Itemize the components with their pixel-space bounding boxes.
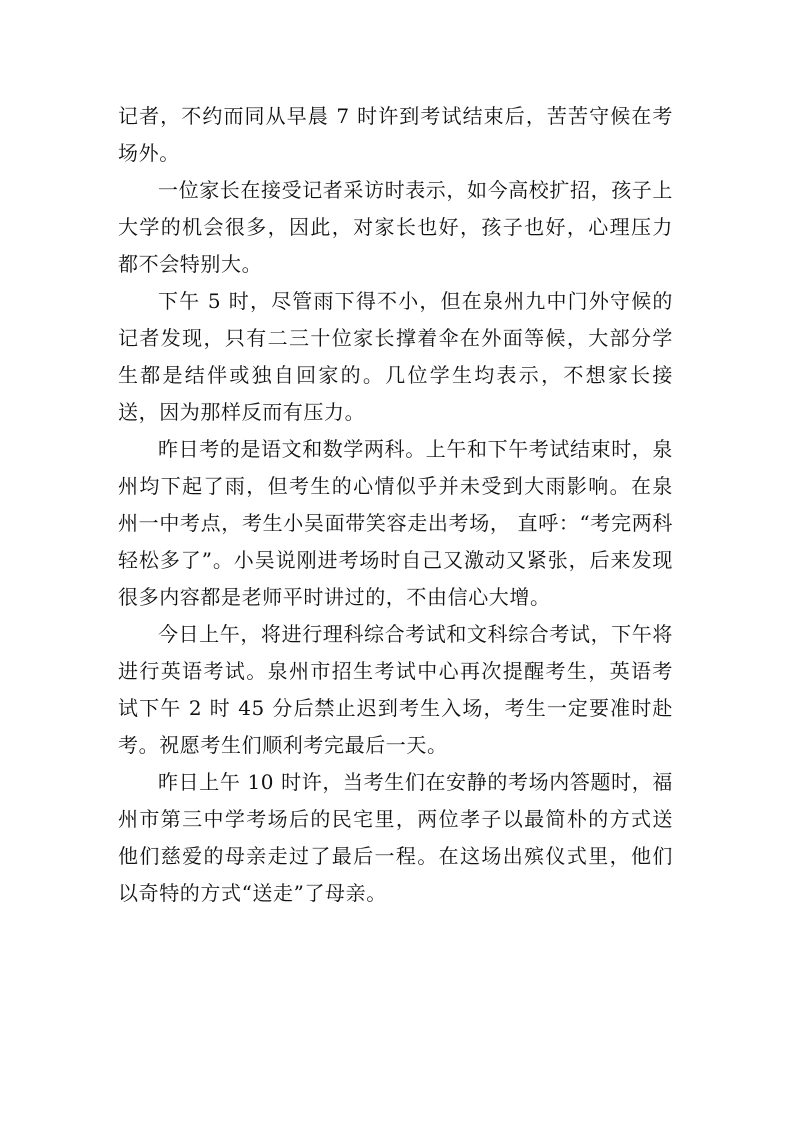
article-body	[118, 98, 673, 912]
paragraph: 一位家长在接受记者采访时表示，如今高校扩招，孩子上大学的机会很多，因此，对家长也好，孩子也好，心理压力都不会特别大。	[118, 178, 673, 276]
paragraph: 今日上午，将进行理科综合考试和文科综合考试，下午将进行英语考试。泉州市招生考试中心再次提醒考生，英语考试下午 2 时 45 分后禁止迟到考生入场，考生一定要准时赴考。祝愿考生们顺利考完最后一天。	[118, 622, 673, 757]
paragraph: 昨日上午 10 时许，当考生们在安静的考场内答题时，福州市第三中学考场后的民宅里，两位孝子以最简朴的方式送他们慈爱的母亲走过了最后一程。在这场出殡仪式里，他们以奇特的方式“送走”了母亲。	[118, 770, 673, 905]
paragraph-continued: 记者，不约而同从早晨 7 时许到考试结束后，苦苦守候在考场外。	[118, 104, 673, 165]
paragraph: 昨日考的是语文和数学两科。上午和下午考试结束时，泉州均下起了雨，但考生的心情似乎并未受到大雨影响。在泉州一中考点，考生小吴面带笑容走出考场， 直呼：“考完两科轻松多了”。小吴说刚进考场时自己又激动又紧张，后来发现很多内容都是老师平时讲过的，不由信心大增。	[118, 437, 673, 609]
paragraph: 下午 5 时，尽管雨下得不小，但在泉州九中门外守候的记者发现，只有二三十位家长撑着伞在外面等候，大部分学生都是结伴或独自回家的。几位学生均表示，不想家长接送，因为那样反而有压力。	[118, 289, 673, 424]
